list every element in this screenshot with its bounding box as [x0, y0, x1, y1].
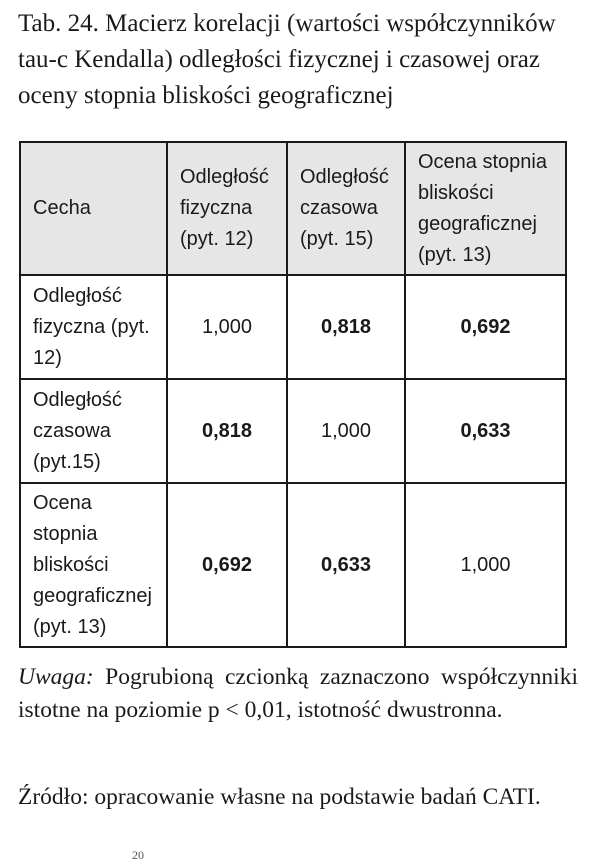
- correlation-table: [19, 141, 567, 648]
- table-source: Źródło: opracowanie własne na podstawie badań CATI.: [18, 784, 541, 810]
- table-row: [20, 275, 566, 379]
- table-cell-significant: 0,692: [167, 483, 287, 647]
- table-row: [20, 483, 566, 647]
- table-cell: 1,000: [167, 275, 287, 379]
- table-cell-significant: 0,692: [405, 275, 566, 379]
- table-cell-significant: 0,818: [287, 275, 405, 379]
- table-row: [20, 379, 566, 483]
- note-label: Uwaga:: [18, 664, 94, 690]
- header-cell-physical-distance: Odległość fizyczna (pyt. 12): [167, 142, 287, 275]
- table-cell-significant: 0,818: [167, 379, 287, 483]
- note-text: Pogrubioną czcionką zaznaczono współczynniki istotne na poziomie p < 0,01, istotność dwustronna.: [18, 664, 578, 723]
- footnote-marker: 20: [132, 848, 144, 862]
- table-cell-significant: 0,633: [405, 379, 566, 483]
- row-label: Odległość czasowa (pyt.15): [20, 379, 167, 483]
- header-cell-time-distance: Odległość czasowa (pyt. 15): [287, 142, 405, 275]
- header-cell-geographic-proximity: Ocena stopnia bliskości geograficznej (pyt. 13): [405, 142, 566, 275]
- row-label: Odległość fizyczna (pyt. 12): [20, 275, 167, 379]
- table-header-row: [20, 142, 566, 275]
- row-label: Ocena stopnia bliskości geograficznej (pyt. 13): [20, 483, 167, 647]
- table-note: [18, 661, 578, 727]
- table-caption: Tab. 24. Macierz korelacji (wartości współczynników tau-c Kendalla) odległości fizycznej i czasowej oraz oceny stopnia bliskości geograficznej: [18, 10, 556, 109]
- table-cell: 1,000: [287, 379, 405, 483]
- header-cell-feature: Cecha: [20, 142, 167, 275]
- table-cell-significant: 0,633: [287, 483, 405, 647]
- table-cell: 1,000: [405, 483, 566, 647]
